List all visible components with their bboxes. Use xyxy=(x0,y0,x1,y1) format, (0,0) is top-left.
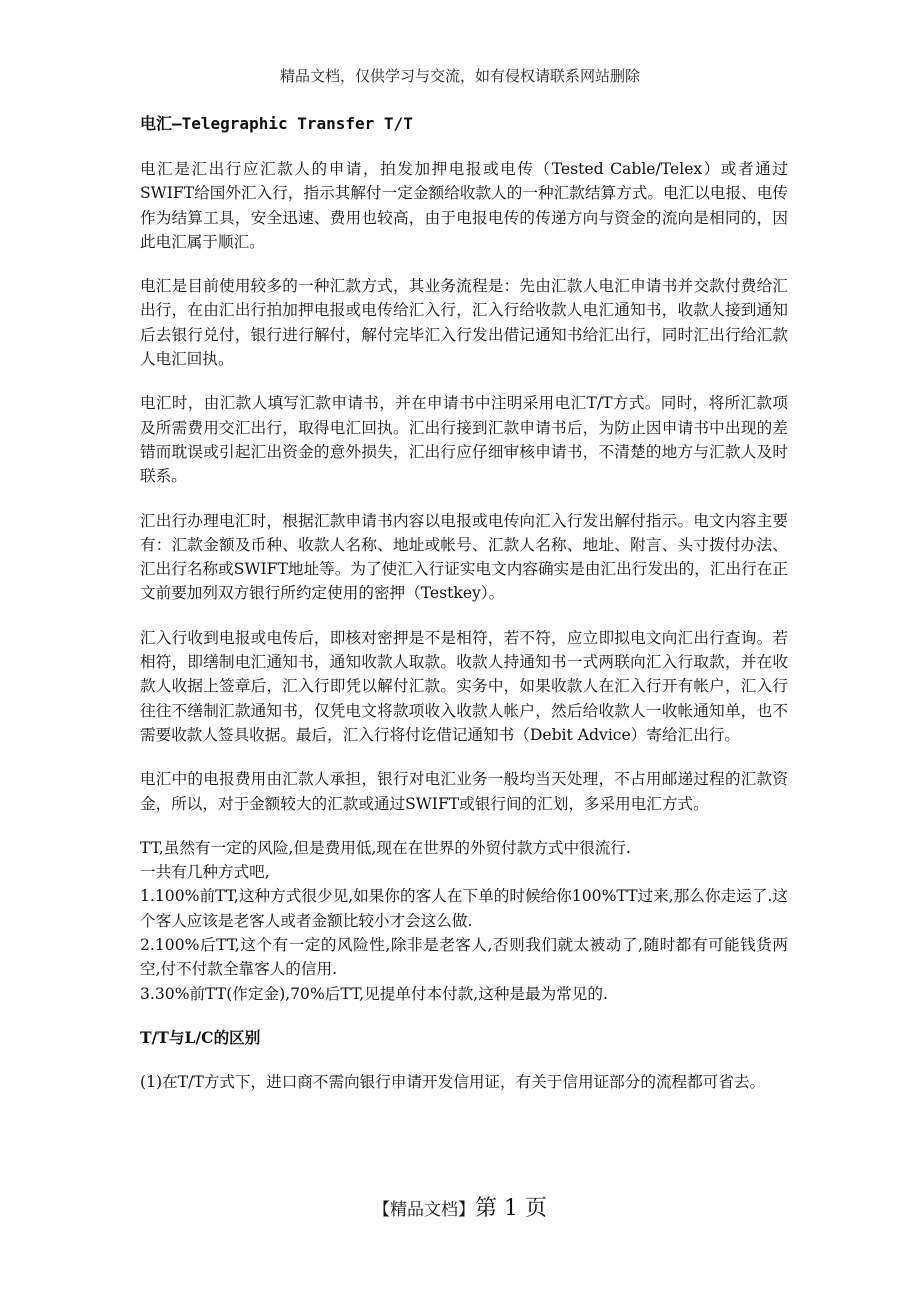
paragraph: 电汇是目前使用较多的一种汇款方式，其业务流程是：先由汇款人电汇申请书并交款付费给汇出行，在由汇出行拍加押电报或电传给汇入行，汇入行给收款人电汇通知书，收款人接到通知后去银行兑付，银行进行解付，解付完毕汇入行发出借记通知书给汇出行，同时汇出行给汇款人电汇回执。 xyxy=(140,277,788,369)
paragraph: 电汇中的电报费用由汇款人承担，银行对电汇业务一般均当天处理，不占用邮递过程的汇款资金，所以，对于金额较大的汇款或通过SWIFT或银行间的汇划，多采用电汇方式。 xyxy=(140,770,788,813)
list-item: 1.100%前TT,这种方式很少见,如果你的客人在下单的时候给你100%TT过来,那么你走运了.这个客人应该是老客人或者金额比较小才会这么做. xyxy=(140,887,788,930)
list-lead: 一共有几种方式吧, xyxy=(140,863,270,882)
list-intro: TT,虽然有一定的风险,但是费用低,现在在世界的外贸付款方式中很流行. xyxy=(140,838,631,857)
page-title: 电汇—Telegraphic Transfer T/T xyxy=(140,114,413,133)
section-heading: T/T与L/C的区别 xyxy=(140,1027,261,1047)
footer-badge: 【精品文档】 xyxy=(373,1200,475,1220)
paragraph: 电汇是汇出行应汇款人的申请，拍发加押电报或电传（Tested Cable/Telex）或者通过SWIFT给国外汇入行，指示其解付一定金额给收款人的一种汇款结算方式。电汇以电报、电传作为结算工具，安全迅速、费用也较高，由于电报电传的传递方向与资金的流向是相同的，因此电汇属于顺汇。 xyxy=(140,160,788,251)
document-body xyxy=(140,157,788,1115)
list-item: 2.100%后TT,这个有一定的风险性,除非是老客人,否则我们就太被动了,随时都有可能钱货两空,付不付款全靠客人的信用. xyxy=(140,936,788,979)
paragraph: (1)在T/T方式下，进口商不需向银行申请开发信用证，有关于信用证部分的流程都可省去。 xyxy=(140,1073,766,1092)
paragraph: 汇出行办理电汇时，根据汇款申请书内容以电报或电传向汇入行发出解付指示。电文内容主要有：汇款金额及币种、收款人名称、地址或帐号、汇款人名称、地址、附言、头寸拨付办法、汇出行名称或SWIFT地址等。为了使汇入行证实电文内容确实是由汇出行发出的，汇出行在正文前要加列双方银行所约定使用的密押（Testkey）。 xyxy=(140,511,788,603)
page-number: 第 1 页 xyxy=(475,1196,547,1221)
list-item: 3.30%前TT(作定金),70%后TT,见提单付本付款,这种是最为常见的. xyxy=(140,984,608,1003)
tt-methods-list xyxy=(140,836,788,1006)
page-footer xyxy=(0,1194,920,1225)
paragraph: 电汇时，由汇款人填写汇款申请书，并在申请书中注明采用电汇T/T方式。同时，将所汇款项及所需费用交汇出行，取得电汇回执。汇出行接到汇款申请书后，为防止因申请书中出现的差错而耽误或引起汇出资金的意外损失，汇出行应仔细审核申请书，不清楚的地方与汇款人及时联系。 xyxy=(140,394,788,486)
paragraph: 汇入行收到电报或电传后，即核对密押是不是相符，若不符，应立即拟电文向汇出行查询。若相符，即缮制电汇通知书，通知收款人取款。收款人持通知书一式两联向汇入行取款，并在收款人收据上签章后，汇入行即凭以解付汇款。实务中，如果收款人在汇入行开有帐户，汇入行往往不缮制汇款通知书，仅凭电文将款项收入收款人帐户，然后给收款人一收帐通知单，也不需要收款人签具收据。最后，汇入行将付讫借记通知书（Debit Advice）寄给汇出行。 xyxy=(140,628,788,744)
header-note: 精品文档，仅供学习与交流，如有侵权请联系网站删除 xyxy=(279,67,640,85)
